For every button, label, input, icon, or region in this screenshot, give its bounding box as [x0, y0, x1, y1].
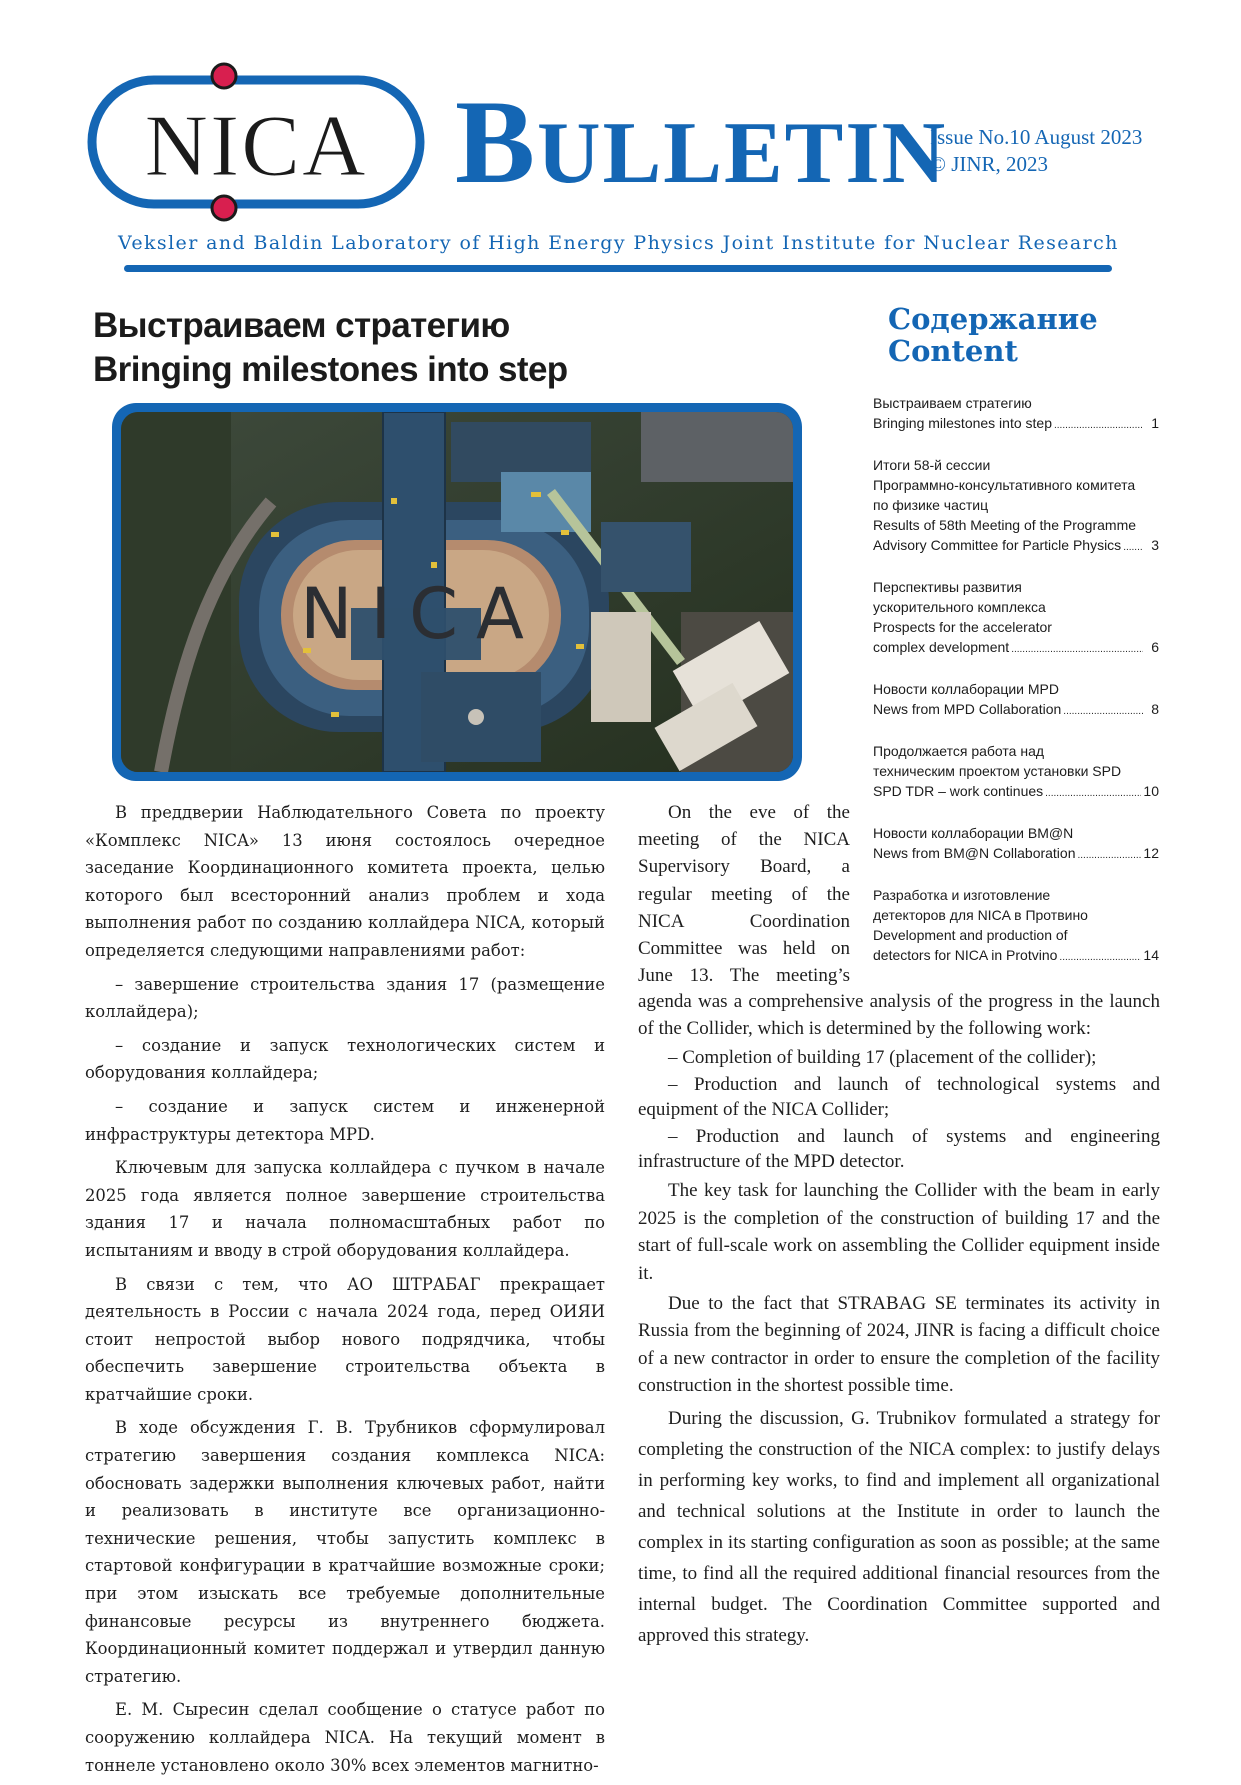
toc-entry-last-line: [873, 535, 1159, 558]
paragraph: Due to the fact that STRABAG SE terminates its activity in Russia from the beginning of 2024, JINR is facing a difficult choice of a new contractor in order to ensure the completion of the facility construction in the shortest possible time.: [638, 1292, 1160, 1397]
toc-entry-line: Results of 58th Meeting of the Programme: [873, 517, 1137, 533]
toc-entry[interactable]: [873, 393, 1159, 436]
list-item: – завершение строительства здания 17 (размещение коллайдера);: [85, 974, 605, 1022]
paragraph: В ходе обсуждения Г. В. Трубников сформулировал стратегию завершения создания комплекса NICA: обосновать задержки выполнения ключевых работ, найти и реализовать в институте все организационно-технические решения, чтобы запустить комплекс в стартовой конфигурации в кратчайшие возможные сроки; при этом изыскать все требуемые дополнительные финансовые ресурсы из внутреннего бюджета. Координационный комитет поддержал и утвердил данную стратегию.: [85, 1418, 605, 1686]
article-column-ru: [85, 799, 605, 1785]
toc-entry-title: complex development: [873, 639, 1010, 655]
intro-line: meeting of the NICA: [638, 829, 850, 851]
toc-entry-last-line: [873, 699, 1159, 722]
paragraph: Е. М. Сыресин сделал сообщение о статусе работ по сооружению коллайдера NICA. На текущий момент в тоннеле установлено около 30% всех элементов магнитно-: [85, 1700, 605, 1775]
article-headline: [93, 304, 793, 392]
toc-entry-line: Новости коллаборации BM@N: [873, 825, 1074, 841]
toc-page-number: 12: [1143, 845, 1159, 861]
toc-entry-line: по физике частиц: [873, 497, 989, 513]
toc-entry-title: News from BM@N Collaboration: [873, 845, 1076, 861]
toc-entry-line: техническим проектом установки SPD: [873, 763, 1122, 779]
intro-line: On the eve of the: [668, 802, 850, 823]
svg-text:NICA: NICA: [300, 573, 542, 655]
paragraph: В связи с тем, что АО ШТРАБАГ прекращает деятельность в России с начала 2024 года, перед ОИЯИ стоит непростой выбор нового подрядчика, чтобы обеспечить завершение строительства объекта в кратчайшие сроки.: [85, 1274, 605, 1404]
toc-entry-line: детекторов для NICA в Протвино: [873, 907, 1088, 923]
toc-entry-title: News from MPD Collaboration: [873, 701, 1062, 717]
article-column-en-intro: [638, 799, 850, 989]
toc-entry-title: SPD TDR – work continues: [873, 783, 1044, 799]
bulletin-title: BULLETIN: [455, 75, 948, 208]
toc-entry[interactable]: [873, 823, 1159, 866]
toc-leader-dots: [1078, 843, 1142, 866]
paragraph: agenda was a comprehensive analysis of the progress in the launch of the Collider, which is determined by the following work:: [638, 991, 1160, 1040]
toc-entry[interactable]: [873, 741, 1159, 804]
issue-info: [930, 124, 1142, 178]
toc-entry-last-line: [873, 945, 1159, 968]
toc-entry-line: Программно-консультативного комитета: [873, 477, 1136, 493]
photo-frame: [112, 403, 802, 781]
article-column-en: [638, 988, 1160, 1651]
toc-leader-dots: [1059, 945, 1141, 968]
toc-entry-line: Перспективы развития: [873, 579, 1022, 595]
toc-entry-line: Итоги 58-й сессии: [873, 457, 991, 473]
headline-en: Bringing milestones into step: [93, 350, 568, 389]
toc-entry-last-line: [873, 637, 1159, 660]
toc-leader-dots: [1045, 781, 1141, 804]
toc-entry-line: Разработка и изготовление: [873, 887, 1051, 903]
laboratory-line: Veksler and Baldin Laboratory of High Energy Physics Joint Institute for Nuclear Research: [118, 232, 1119, 254]
issue-number: Issue No.10 August 2023: [930, 125, 1143, 149]
toc-entry-last-line: [873, 413, 1159, 436]
paragraph: В преддверии Наблюдательного Совета по проекту «Комплекс NICA» 13 июня состоялось очередное заседание Координационного комитета проекта, целью которого был всесторонний анализ проблем и хода выполнения работ по созданию коллайдера NICA, который определяется следующими направлениями работ:: [85, 803, 605, 960]
toc-page-number: 10: [1143, 783, 1159, 799]
list-item: – Production and launch of technological systems and equipment of the NICA Collider;: [638, 1074, 1160, 1120]
toc-leader-dots: [1054, 413, 1143, 436]
toc-leader-dots: [1011, 637, 1143, 660]
toc-entry[interactable]: [873, 455, 1159, 558]
table-of-contents: [873, 393, 1159, 987]
toc-page-number: 3: [1151, 537, 1159, 553]
toc-entry-line: Prospects for the accelerator: [873, 619, 1052, 635]
toc-entry[interactable]: [873, 577, 1159, 660]
toc-entry[interactable]: [873, 885, 1159, 968]
toc-entry-line: Продолжается работа над: [873, 743, 1045, 759]
copyright: © JINR, 2023: [930, 152, 1049, 176]
toc-page-number: 14: [1143, 947, 1159, 963]
toc-leader-dots: [1063, 699, 1143, 722]
toc-entry-title: Advisory Committee for Particle Physics: [873, 537, 1122, 553]
intro-line: NICA Coordination: [638, 910, 850, 932]
toc-entry-line: Development and production of: [873, 927, 1068, 943]
toc-page-number: 1: [1151, 415, 1159, 431]
contents-title: [888, 303, 1098, 367]
list-item: – Completion of building 17 (placement of the collider);: [668, 1046, 1097, 1068]
paragraph: Ключевым для запуска коллайдера с пучком в начале 2025 года является полное завершение строительства здания 17 и начала полномасштабных работ по испытаниям и вводу в строй оборудования коллайдера.: [85, 1158, 605, 1260]
nica-logo: [86, 62, 426, 222]
header-rule: [124, 265, 1112, 272]
intro-line: Committee was held on: [638, 938, 850, 960]
toc-page-number: 6: [1151, 639, 1159, 655]
headline-ru: Выстраиваем стратегию: [93, 306, 510, 345]
intro-line: regular meeting of the: [638, 883, 850, 905]
toc-entry-last-line: [873, 843, 1159, 866]
intro-line: June 13. The meeting’s: [638, 965, 850, 987]
toc-entry-title: Bringing milestones into step: [873, 415, 1052, 431]
contents-title-en: Content: [888, 334, 1018, 368]
toc-entry-line: Выстраиваем стратегию: [873, 395, 1032, 411]
toc-entry-line: Новости коллаборации MPD: [873, 681, 1060, 697]
toc-entry-line: ускорительного комплекса: [873, 599, 1046, 615]
contents-title-ru: Содержание: [888, 302, 1098, 336]
paragraph: The key task for launching the Collider with the beam in early 2025 is the completion of the construction of building 17 and the start of full-scale work on assembling the Collider equipment inside it.: [638, 1180, 1160, 1284]
toc-entry[interactable]: [873, 679, 1159, 722]
toc-page-number: 8: [1151, 701, 1159, 717]
list-item: – Production and launch of systems and engineering infrastructure of the MPD detector.: [638, 1126, 1160, 1172]
toc-entry-title: detectors for NICA in Protvino: [873, 947, 1058, 963]
aerial-photo-of-nica-complex: [121, 412, 793, 772]
svg-text:NICA: NICA: [144, 98, 368, 195]
paragraph: During the discussion, G. Trubnikov formulated a strategy for completing the construction of the NICA complex: to justify delays in performing key works, to find and implement all organizational and technical solutions at the Institute in order to launch the complex in its starting configuration as soon as possible; at the same time, to find all the required additional financial resources from the internal budget. The Coordination Committee supported and approved this strategy.: [638, 1407, 1160, 1646]
list-item: – создание и запуск систем и инженерной инфраструктуры детектора MPD.: [85, 1096, 605, 1144]
list-item: – создание и запуск технологических систем и оборудования коллайдера;: [85, 1035, 605, 1083]
intro-line: Supervisory Board, a: [638, 856, 850, 878]
toc-entry-last-line: [873, 781, 1159, 804]
toc-leader-dots: [1123, 535, 1143, 558]
